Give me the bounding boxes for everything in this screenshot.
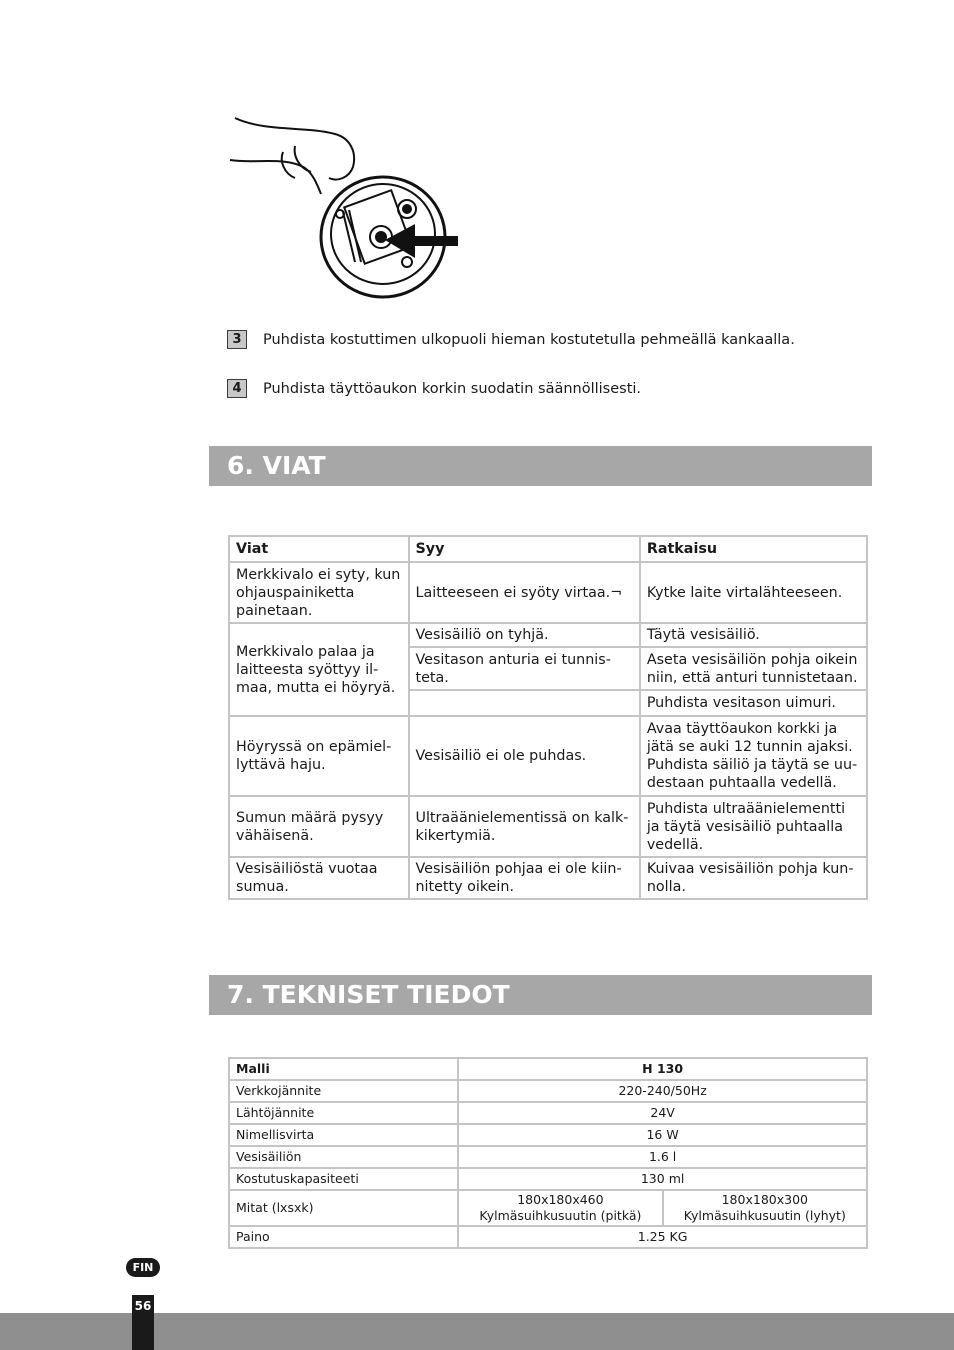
section-title-specs: 7. TEKNISET TIEDOT [209,975,872,1015]
cause-cell: Vesisäiliön pohjaa ei ole kiin-nitetty oikein. [409,857,640,899]
specs-table [228,1057,868,1249]
cause-cell: Vesitason anturia ei tunnis-teta. [409,647,640,690]
table-row [229,1124,867,1146]
fault-cell: Vesisäiliöstä vuotaa sumua. [229,857,409,899]
spec-value: 130 ml [458,1168,867,1190]
solution-cell: Puhdista vesitason uimuri. [640,690,867,716]
spec-value: 24V [458,1102,867,1124]
dimension-note: Kylmäsuihkusuutin (pitkä) [479,1208,642,1223]
cause-cell: Vesisäiliö on tyhjä. [409,623,640,647]
column-header: Syy [409,536,640,562]
solution-cell: Aseta vesisäiliön pohja oikein niin, että anturi tunnistetaan. [640,647,867,690]
spec-label: Paino [229,1226,458,1248]
dimension-size: 180x180x300 [721,1192,808,1207]
spec-label: Nimellisvirta [229,1124,458,1146]
section-title-faults: 6. VIAT [209,446,872,486]
table-row [229,857,867,899]
solution-cell: Avaa täyttöaukon korkki ja jätä se auki 12 tunnin ajaksi. Puhdista säiliö ja täytä se uu-destaan puhtaalla vedellä. [640,716,867,796]
spec-label: Kostutuskapasiteeti [229,1168,458,1190]
table-row [229,1168,867,1190]
solution-cell: Puhdista ultraäänielementti ja täytä vesisäiliö puhtaalla vedellä. [640,796,867,857]
fault-cell: Sumun määrä pysyy vähäisenä. [229,796,409,857]
fault-cell: Merkkivalo ei syty, kun ohjauspainiketta painetaan. [229,562,409,623]
table-header-row [229,1058,867,1080]
spec-value: 220-240/50Hz [458,1080,867,1102]
dimension-size: 180x180x460 [517,1192,604,1207]
cause-cell: Laitteeseen ei syöty virtaa.¬ [409,562,640,623]
step-4 [227,379,641,398]
table-header-row [229,536,867,562]
spec-label: Vesisäiliön [229,1146,458,1168]
spec-value: 1.25 KG [458,1226,867,1248]
cleaning-illustration [225,112,465,302]
table-row [229,716,867,796]
step-text: Puhdista kostuttimen ulkopuoli hieman kostutetulla pehmeällä kankaalla. [263,331,795,348]
cause-cell: Ultraäänielementissä on kalk-kikertymiä. [409,796,640,857]
spec-label: Mitat (lxsxk) [229,1190,458,1226]
fault-cell: Höyryssä on epämiel-lyttävä haju. [229,716,409,796]
table-row [229,1190,867,1226]
step-number: 3 [227,330,247,349]
table-row [229,796,867,857]
language-badge: FIN [126,1258,160,1277]
dimension-note: Kylmäsuihkusuutin (lyhyt) [683,1208,846,1223]
table-row [229,1102,867,1124]
solution-cell: Kuivaa vesisäiliön pohja kun-nolla. [640,857,867,899]
step-text: Puhdista täyttöaukon korkin suodatin säännöllisesti. [263,380,642,397]
fault-cell: Merkkivalo palaa ja laitteesta syöttyy il-maa, mutta ei höyryä. [229,623,409,716]
spec-label: Verkkojännite [229,1080,458,1102]
column-header: Viat [229,536,409,562]
table-row [229,1226,867,1248]
table-row [229,1146,867,1168]
spec-value [458,1190,662,1226]
step-3 [227,330,795,349]
spec-value: 16 W [458,1124,867,1146]
table-row [229,562,867,623]
spec-value: 1.6 l [458,1146,867,1168]
spec-value [663,1190,867,1226]
table-row [229,623,867,647]
spec-label: Lähtöjännite [229,1102,458,1124]
cause-cell: Vesisäiliö ei ole puhdas. [409,716,640,796]
table-row [229,1080,867,1102]
spec-value: H 130 [458,1058,867,1080]
step-number: 4 [227,379,247,398]
page-number: 56 [132,1295,154,1350]
column-header: Ratkaisu [640,536,867,562]
cause-cell [409,690,640,716]
solution-cell: Täytä vesisäiliö. [640,623,867,647]
spec-label: Malli [229,1058,458,1080]
solution-cell: Kytke laite virtalähteeseen. [640,562,867,623]
faults-table [228,535,868,900]
